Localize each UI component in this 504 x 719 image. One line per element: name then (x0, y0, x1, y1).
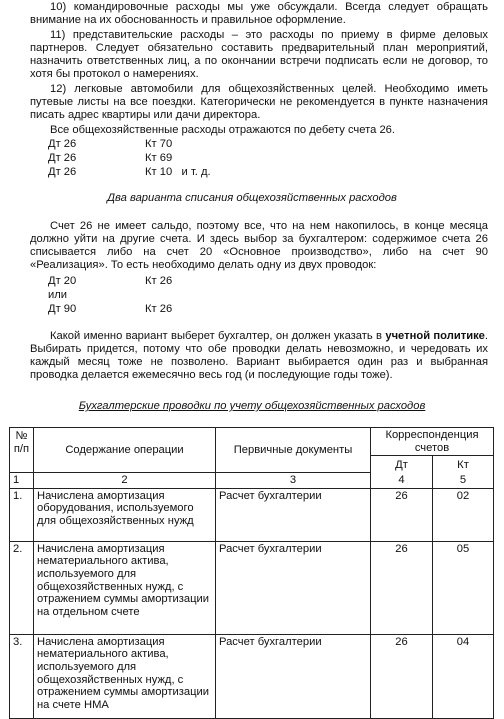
header-kt: Кт (433, 456, 494, 473)
paragraph-debit-26: Все общехозяйственные расходы отражаются по дебету счета 26. (50, 124, 395, 136)
column-number: 3 (216, 473, 371, 489)
row-debit: 26 (371, 541, 433, 634)
row-document: Расчет бухгалтерии (216, 634, 371, 718)
posting-debit: Дт 20 (48, 275, 77, 287)
posting-line (48, 138, 172, 151)
table-title: Бухгалтерские проводки по учету общехозяйственных расходов (78, 400, 426, 412)
header-num: № п/п (10, 428, 34, 473)
posting-line (48, 166, 211, 179)
row-debit: 26 (371, 488, 433, 541)
column-number: 2 (34, 473, 216, 489)
table-row (10, 634, 494, 718)
paragraph-accounting-policy (30, 330, 488, 382)
section-title-variants: Два варианта списания общехозяйственных расходов (107, 192, 397, 204)
paragraph-company-cars: 12) легковые автомобили для общехозяйственных целей. Необходимо иметь путевые листы на все поездки. Категорически не рекомендуется в пункте назначения писать адрес квартиры или дачи директора. (30, 83, 488, 121)
column-number: 4 (371, 473, 433, 489)
row-credit: 04 (433, 634, 494, 718)
row-credit: 05 (433, 541, 494, 634)
header-dt: Дт (371, 456, 433, 473)
paragraph-variants: Счет 26 не имеет сальдо, поэтому все, что на нем накопилось, в конце месяца должно уйти на другие счета. И здесь выбор за бухгалтером: содержимое счета 26 списывается либо на счет 20 «Основное производство», либо на счет 90 «Реализация». То есть необходимо делать одну из двух проводок: (30, 220, 488, 271)
header-content: Содержание операции (34, 428, 216, 473)
posting-line (48, 152, 172, 165)
row-credit: 02 (433, 488, 494, 541)
row-content: Начислена амортизация нематериального актива, используемого для общехозяйственных нужд, с отражением суммы амортизации на счете НМА (34, 634, 216, 718)
table-header-row (10, 428, 494, 456)
posting-or: или (48, 289, 68, 301)
header-correspondence: Корреспонденция счетов (371, 428, 494, 456)
paragraph-representation-expenses: 11) представительские расходы – это расходы по приему в фирме деловых партнеров. Следует обязательно составить предварительный план мероприятий, назначить ответственных лиц, а по окончании встречи подписать если не договор, то хотя бы протокол о намерениях. (30, 29, 488, 80)
posting-credit: Кт 69 (145, 152, 173, 164)
policy-text-before: Какой именно вариант выберет бухгалтер, он должен указать в (50, 330, 386, 342)
policy-text-bold: учетной политике (385, 330, 485, 342)
posting-credit: Кт 26 (145, 275, 173, 287)
paragraph-travel-expenses: 10) командировочные расходы мы уже обсуждали. Всегда следует обращать внимание на их обоснованность и правильное оформление. (30, 1, 488, 26)
column-number: 5 (433, 473, 494, 489)
postings-table (9, 427, 494, 719)
row-document: Расчет бухгалтерии (216, 488, 371, 541)
table-row (10, 488, 494, 541)
row-number: 3. (10, 634, 34, 718)
row-number: 2. (10, 541, 34, 634)
posting-debit: Дт 26 (48, 152, 77, 164)
posting-debit: Дт 26 (48, 138, 77, 150)
posting-line (48, 275, 172, 288)
posting-credit: Кт 26 (145, 303, 173, 315)
posting-debit: Дт 26 (48, 166, 77, 178)
policy-text-after: . Выбирать придется, потому что обе проводки делать невозможно, и чередовать их каждый месяц тоже не позволено. Вариант выбирается один раз и выбранная проводка делается ежемесячно весь год (и последующие годы тоже). (30, 330, 489, 381)
table-column-numbers-row (10, 473, 494, 489)
header-docs: Первичные документы (216, 428, 371, 473)
posting-credit: Кт 70 (145, 138, 173, 150)
row-document: Расчет бухгалтерии (216, 541, 371, 634)
row-content: Начислена амортизация нематериального актива, используемого для общехозяйственных нужд, с отражением суммы амортизации на отдельном счете (34, 541, 216, 634)
posting-line (48, 303, 172, 316)
row-content: Начислена амортизация оборудования, используемого для общехозяйственных нужд (34, 488, 216, 541)
row-debit: 26 (371, 634, 433, 718)
posting-credit: Кт 10 и т. д. (145, 166, 211, 178)
column-number: 1 (10, 473, 34, 489)
posting-debit: Дт 90 (48, 303, 77, 315)
table-row (10, 541, 494, 634)
row-number: 1. (10, 488, 34, 541)
